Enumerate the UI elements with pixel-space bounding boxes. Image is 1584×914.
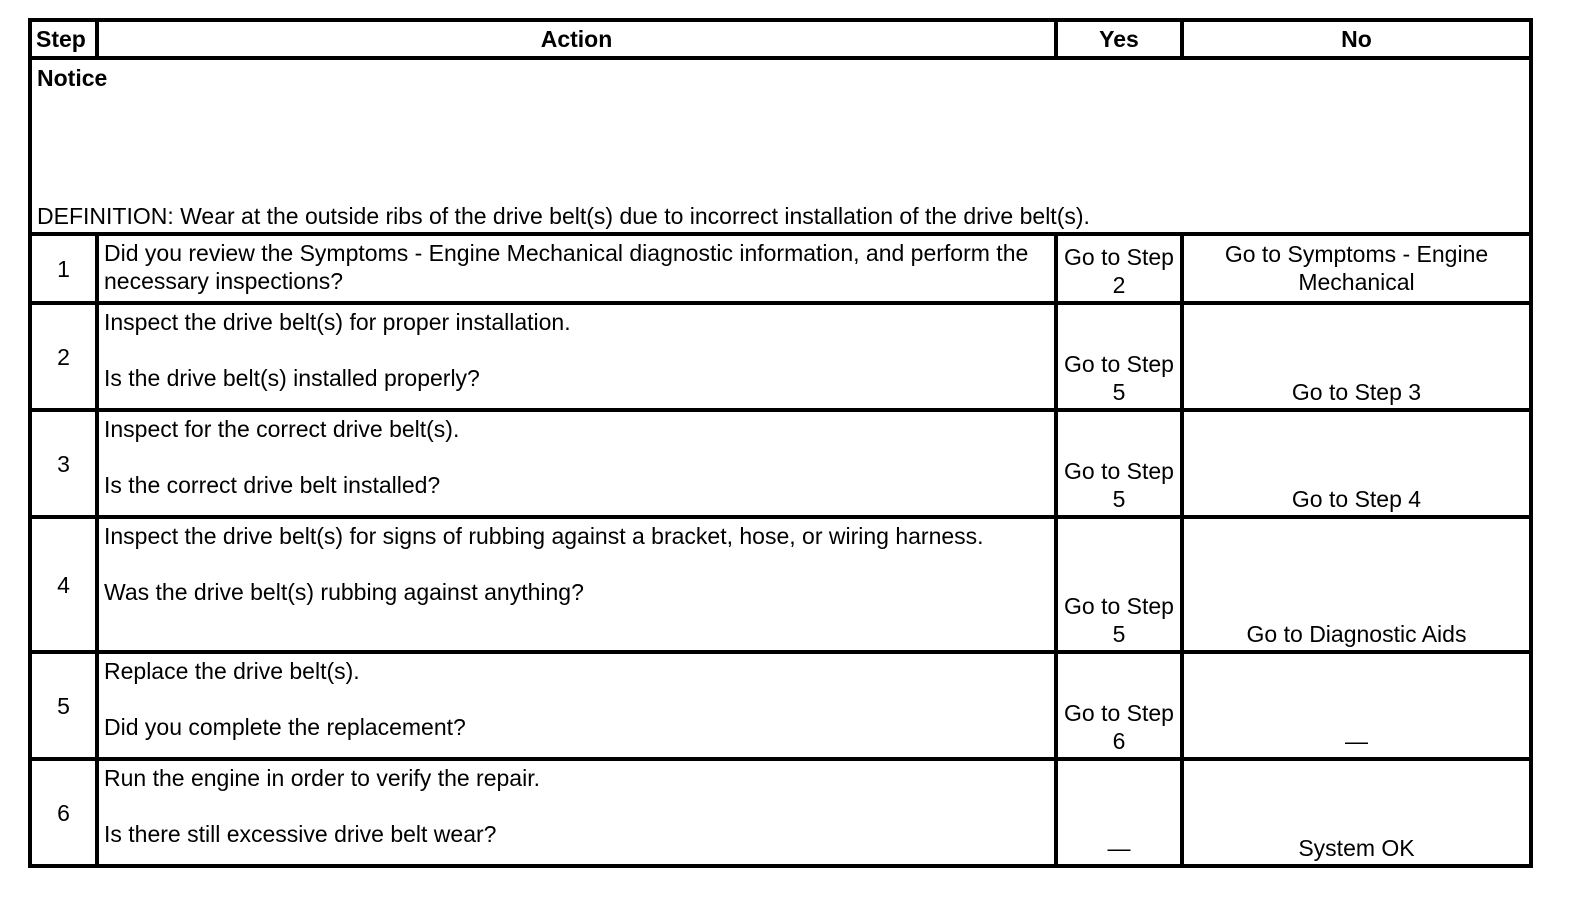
- no-cell: Go to Step 4: [1182, 410, 1531, 517]
- header-yes: Yes: [1056, 20, 1182, 58]
- action-question: Is there still excessive drive belt wear?: [104, 821, 497, 847]
- definition-text: DEFINITION: Wear at the outside ribs of the drive belt(s) due to incorrect installation of the drive belt(s).: [37, 203, 1090, 229]
- notice-row: [30, 58, 1531, 234]
- yes-cell: Go to Step 5: [1056, 517, 1182, 652]
- header-no: No: [1182, 20, 1531, 58]
- action-cell: [97, 303, 1056, 410]
- step-number: 6: [30, 759, 97, 866]
- table-row: [30, 234, 1531, 303]
- action-question: Was the drive belt(s) rubbing against anything?: [104, 579, 584, 605]
- yes-cell: Go to Step 2: [1056, 234, 1182, 303]
- step-number: 2: [30, 303, 97, 410]
- no-cell: Go to Symptoms - Engine Mechanical: [1182, 234, 1531, 303]
- action-cell: [97, 234, 1056, 303]
- step-number: 1: [30, 234, 97, 303]
- notice-title: Notice: [37, 65, 108, 91]
- action-cell: [97, 759, 1056, 866]
- table-row: [30, 410, 1531, 517]
- action-cell: [97, 410, 1056, 517]
- action-text: Did you review the Symptoms - Engine Mechanical diagnostic information, and perform the necessary inspections?: [104, 240, 1029, 294]
- no-cell: —: [1182, 652, 1531, 759]
- action-text: Inspect the drive belt(s) for proper installation.: [104, 309, 571, 335]
- no-cell: System OK: [1182, 759, 1531, 866]
- action-question: Is the correct drive belt installed?: [104, 472, 441, 498]
- yes-cell: Go to Step 6: [1056, 652, 1182, 759]
- action-cell: [97, 652, 1056, 759]
- action-question: Did you complete the replacement?: [104, 714, 466, 740]
- table-row: [30, 303, 1531, 410]
- action-text: Inspect the drive belt(s) for signs of rubbing against a bracket, hose, or wiring harness.: [104, 523, 984, 549]
- step-number: 4: [30, 517, 97, 652]
- action-text: Inspect for the correct drive belt(s).: [104, 416, 460, 442]
- step-number: 5: [30, 652, 97, 759]
- step-number: 3: [30, 410, 97, 517]
- table-row: [30, 517, 1531, 652]
- diagnostic-table: [28, 18, 1533, 868]
- notice-cell: [30, 58, 1531, 234]
- header-row: [30, 20, 1531, 58]
- table-row: [30, 652, 1531, 759]
- action-question: Is the drive belt(s) installed properly?: [104, 365, 480, 391]
- yes-cell: Go to Step 5: [1056, 303, 1182, 410]
- header-action: Action: [97, 20, 1056, 58]
- no-cell: Go to Step 3: [1182, 303, 1531, 410]
- yes-cell: Go to Step 5: [1056, 410, 1182, 517]
- header-step: Step: [30, 20, 97, 58]
- table-row: [30, 759, 1531, 866]
- yes-cell: —: [1056, 759, 1182, 866]
- action-cell: [97, 517, 1056, 652]
- no-cell: Go to Diagnostic Aids: [1182, 517, 1531, 652]
- action-text: Replace the drive belt(s).: [104, 658, 360, 684]
- action-text: Run the engine in order to verify the repair.: [104, 765, 540, 791]
